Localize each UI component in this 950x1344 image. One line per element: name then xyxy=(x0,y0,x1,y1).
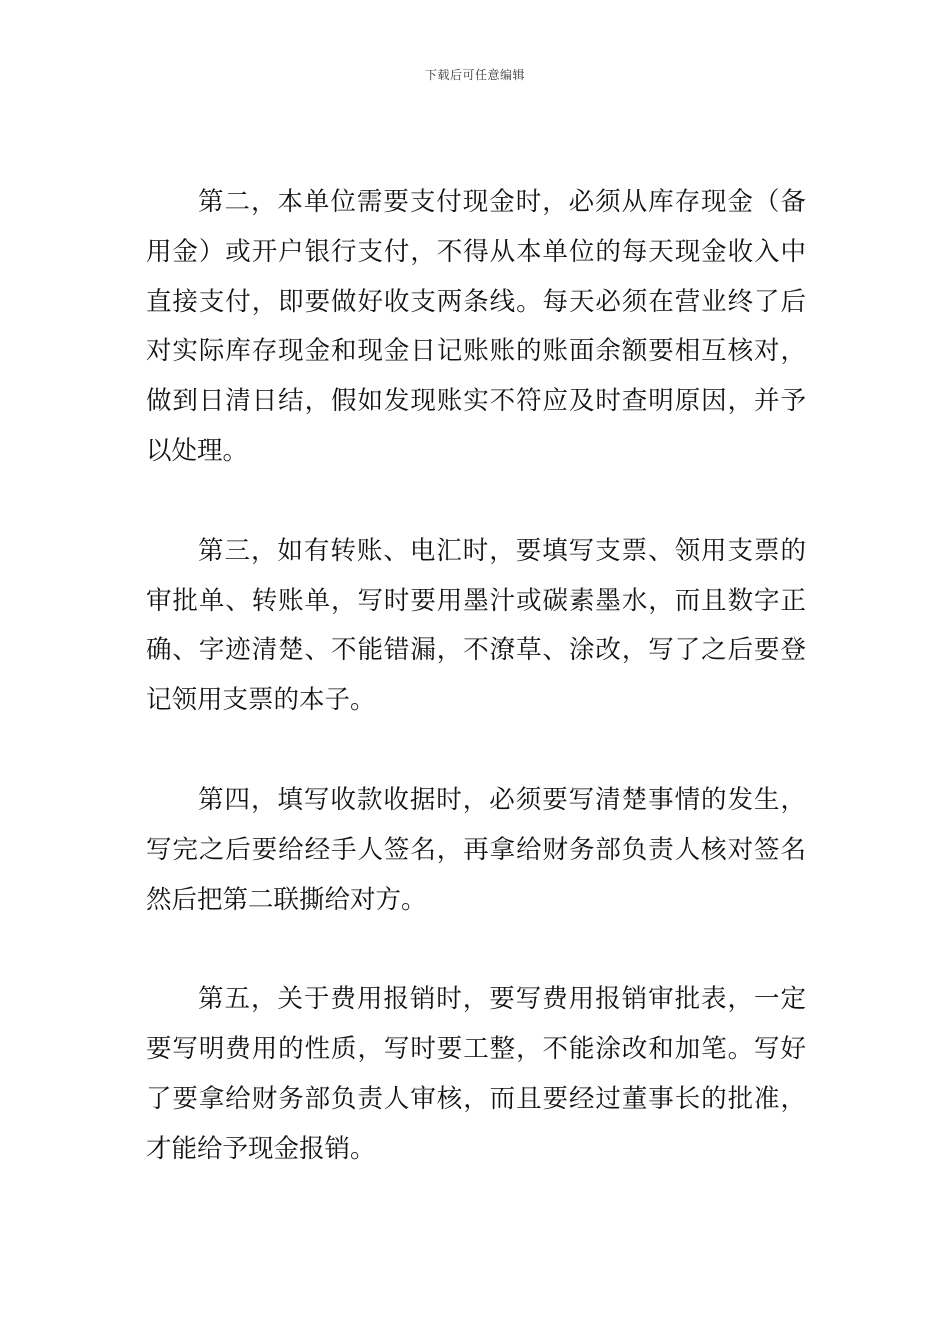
document-body xyxy=(146,178,806,1175)
paragraph-third: 第三，如有转账、电汇时，要填写支票、领用支票的审批单、转账单，写时要用墨汁或碳素墨水，而且数字正确、字迹清楚、不能错漏，不潦草、涂改，写了之后要登记领用支票的本子。 xyxy=(146,535,806,716)
paragraph-second: 第二，本单位需要支付现金时，必须从库存现金（备用金）或开户银行支付，不得从本单位的每天现金收入中直接支付，即要做好收支两条线。每天必须在营业终了后对实际库存现金和现金日记账账的账面余额要相互核对，做到日清日结，假如发现账实不符应及时查明原因，并予以处理。 xyxy=(146,187,806,466)
paragraph-fourth: 第四，填写收款收据时，必须要写清楚事情的发生，写完之后要给经手人签名，再拿给财务部负责人核对签名然后把第二联撕给对方。 xyxy=(146,784,806,915)
paragraph-fifth: 第五，关于费用报销时，要写费用报销审批表，一定要写明费用的性质，写时要工整，不能涂改和加笔。写好了要拿给财务部负责人审核，而且要经过董事长的批准，才能给予现金报销。 xyxy=(146,984,806,1164)
page-header-note: 下载后可任意编辑 xyxy=(424,68,525,82)
